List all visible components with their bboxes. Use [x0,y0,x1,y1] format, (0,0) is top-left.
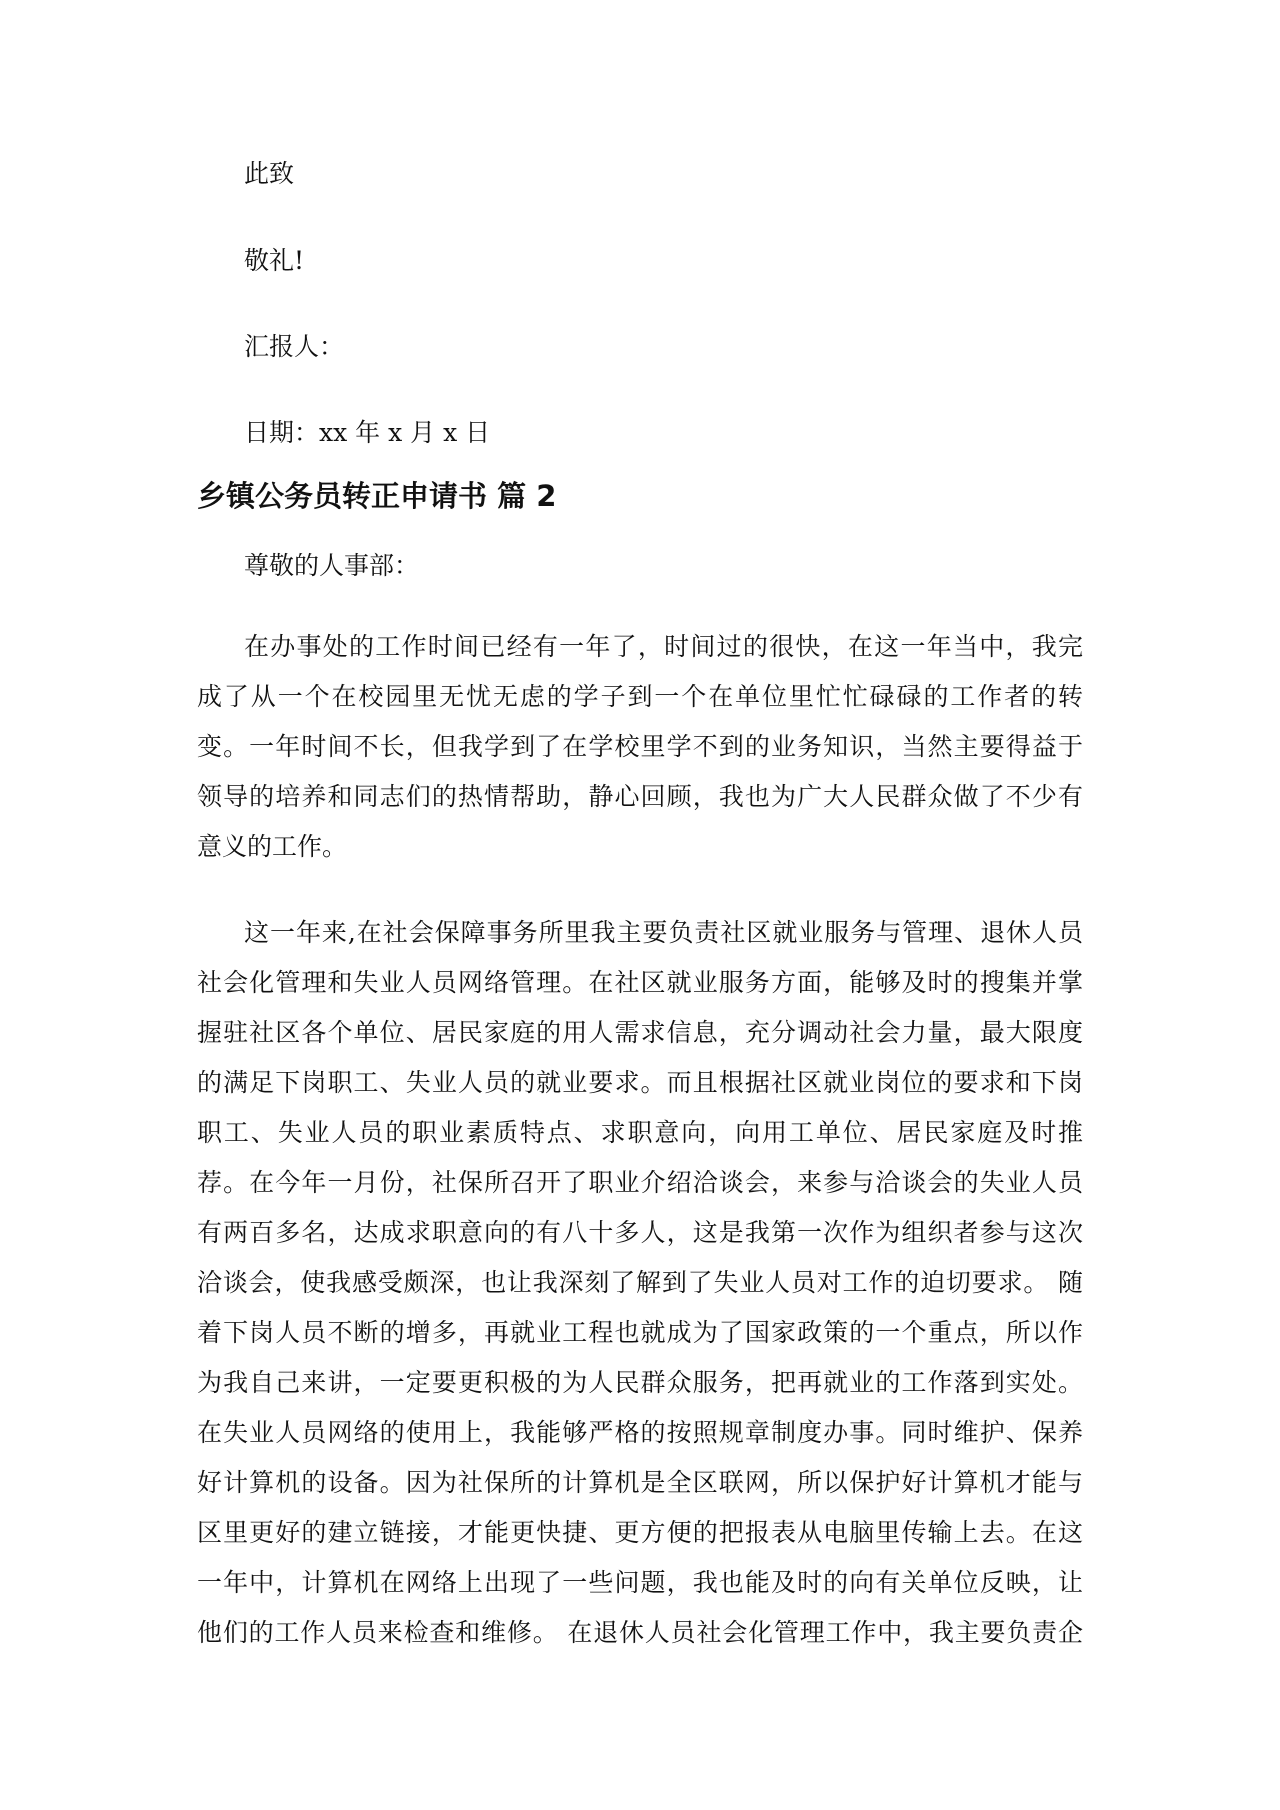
paragraph-line: 在办事处的工作时间已经有一年了，时间过的很快，在这一年当中，我完 [244,632,1083,661]
section-title: 乡镇公务员转正申请书 篇 2 [197,479,557,513]
salutation: 尊敬的人事部： [244,551,420,580]
paragraph-line: 意义的工作。 [197,832,348,861]
paragraph-line: 好计算机的设备。因为社保所的计算机是全区联网，所以保护好计算机才能与 [197,1468,1083,1497]
paragraph-line: 这一年来,在社会保障事务所里我主要负责社区就业服务与管理、退休人员 [244,918,1083,947]
paragraph-line: 成了从一个在校园里无忧无虑的学子到一个在单位里忙忙碌碌的工作者的转 [197,682,1083,711]
paragraph-line: 区里更好的建立链接，才能更快捷、更方便的把报表从电脑里传输上去。在这 [197,1518,1083,1547]
paragraph-2 [197,908,1083,1658]
closing-ci-zhi: 此致 [244,159,295,188]
paragraph-line: 在失业人员网络的使用上，我能够严格的按照规章制度办事。同时维护、保养 [197,1418,1083,1447]
paragraph-line: 一年中，计算机在网络上出现了一些问题，我也能及时的向有关单位反映，让 [197,1568,1083,1597]
paragraph-line: 洽谈会，使我感受颇深，也让我深刻了解到了失业人员对工作的迫切要求。 随 [197,1268,1083,1297]
reporter-label: 汇报人： [244,332,345,361]
paragraph-line: 有两百多名，达成求职意向的有八十多人，这是我第一次作为组织者参与这次 [197,1218,1083,1247]
paragraph-line: 着下岗人员不断的增多，再就业工程也就成为了国家政策的一个重点，所以作 [197,1318,1083,1347]
paragraph-line: 他们的工作人员来检查和维修。 在退休人员社会化管理工作中，我主要负责企 [197,1618,1083,1647]
paragraph-line: 变。一年时间不长，但我学到了在学校里学不到的业务知识，当然主要得益于 [197,732,1083,761]
paragraph-line: 的满足下岗职工、失业人员的就业要求。而且根据社区就业岗位的要求和下岗 [197,1068,1083,1097]
paragraph-line: 荐。在今年一月份，社保所召开了职业介绍洽谈会，来参与洽谈会的失业人员 [197,1168,1083,1197]
paragraph-line: 社会化管理和失业人员网络管理。在社区就业服务方面，能够及时的搜集并掌 [197,968,1083,997]
paragraph-line: 职工、失业人员的职业素质特点、求职意向，向用工单位、居民家庭及时推 [197,1118,1083,1147]
paragraph-1 [197,622,1083,872]
closing-jing-li: 敬礼! [244,246,305,275]
paragraph-line: 领导的培养和同志们的热情帮助，静心回顾，我也为广大人民群众做了不少有 [197,782,1083,811]
date-line: 日期：xx 年 x 月 x 日 [244,418,491,447]
paragraph-line: 握驻社区各个单位、居民家庭的用人需求信息，充分调动社会力量，最大限度 [197,1018,1083,1047]
paragraph-line: 为我自己来讲，一定要更积极的为人民群众服务，把再就业的工作落到实处。 [197,1368,1083,1397]
